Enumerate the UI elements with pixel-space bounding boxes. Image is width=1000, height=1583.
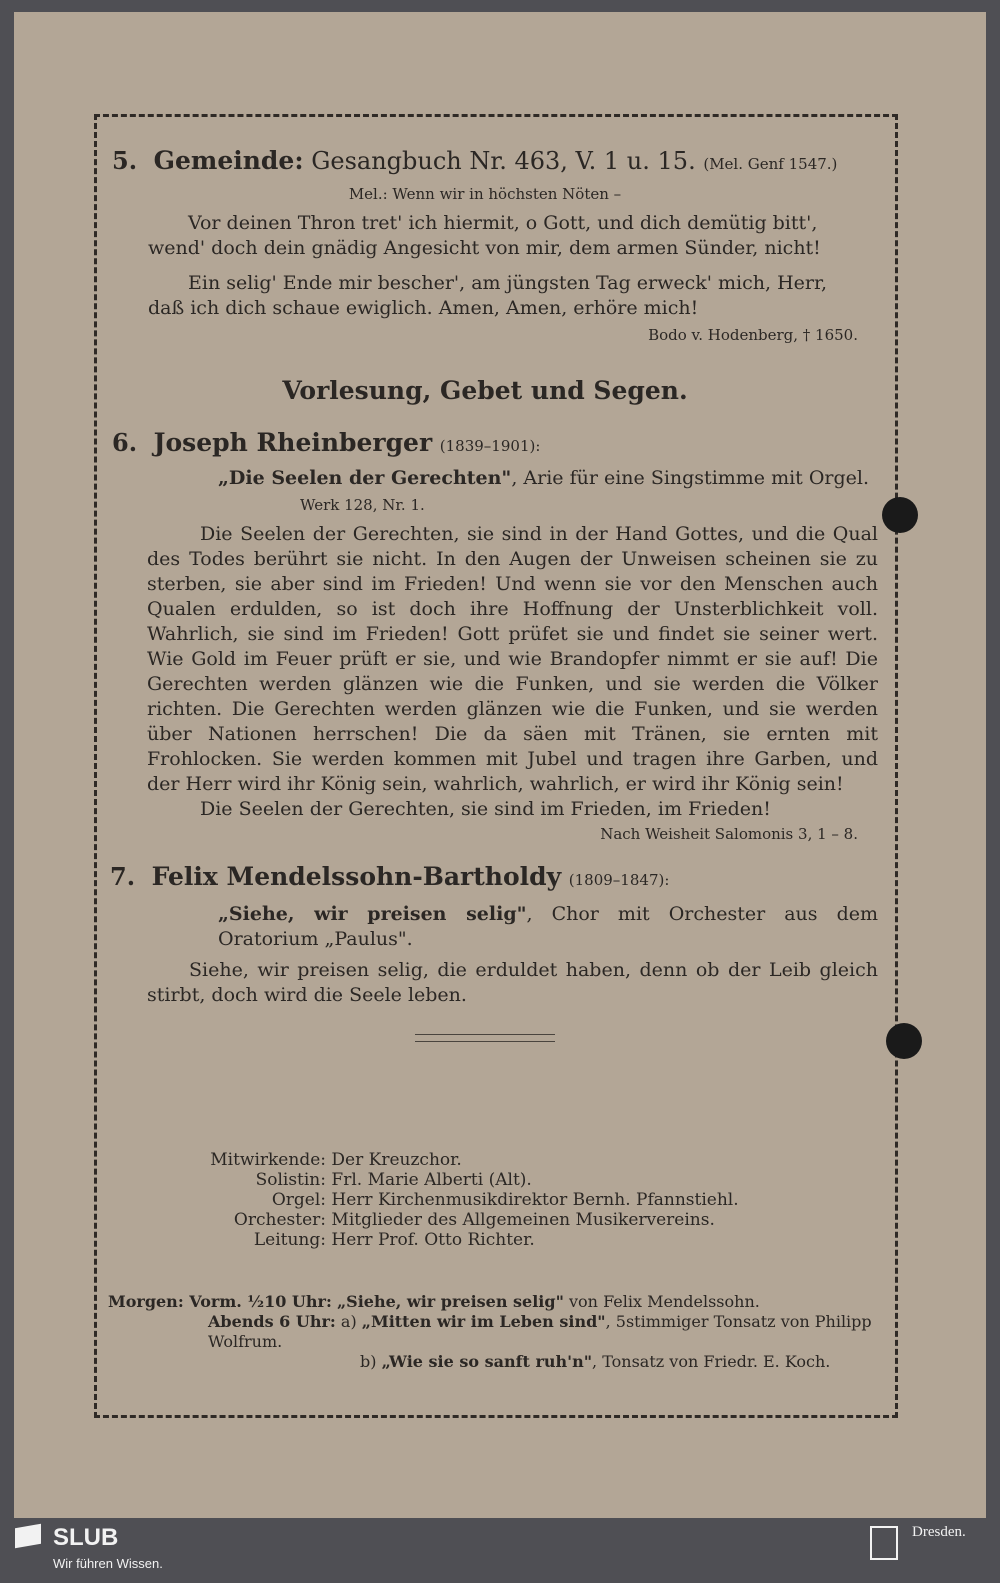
item-7-years: (1809–1847): bbox=[568, 871, 670, 889]
morgen-label: Morgen: Vorm. ½10 Uhr: bbox=[108, 1292, 332, 1311]
item-6-lyrics-last: Die Seelen der Gerechten, sie sind im Frieden, im Frieden! bbox=[200, 798, 771, 820]
item-6-heading: 6. Joseph Rheinberger (1839–1901): bbox=[112, 428, 541, 457]
item-5-author: Bodo v. Hodenberg, † 1650. bbox=[648, 326, 858, 344]
abends-label: Abends 6 Uhr: bbox=[208, 1312, 336, 1331]
verse-2: Ein selig' Ende mir bescher', am jüngsten Tag erweck' mich, Herr, daß ich dich schaue ewiglich. Amen, Amen, erhöre mich! bbox=[148, 272, 828, 319]
participant-row: Orgel: Herr Kirchenmusikdirektor Bernh. Pfannstiehl. bbox=[271, 1190, 739, 1210]
item-6-opus: Werk 128, Nr. 1. bbox=[300, 496, 425, 514]
item-7-composer: Felix Mendelssohn-Bartholdy bbox=[151, 862, 562, 891]
ornamental-divider bbox=[415, 1034, 555, 1042]
participant-row: Orchester: Mitglieder des Allgemeinen Musikervereins. bbox=[233, 1210, 715, 1230]
item-6-piece-desc: , Arie für eine Singstimme mit Orgel. bbox=[511, 467, 870, 489]
verse-1: Vor deinen Thron tret' ich hiermit, o Gott, und dich demütig bitt', wend' doch dein gnädig Angesicht von mir, dem armen Sünder, nicht! bbox=[148, 212, 821, 259]
participant-row: Solistin: Frl. Marie Alberti (Alt). bbox=[255, 1170, 532, 1190]
participant-row: Leitung: Herr Prof. Otto Richter. bbox=[253, 1230, 535, 1250]
punch-hole-top bbox=[882, 497, 918, 533]
item-7-piece bbox=[218, 902, 878, 952]
item-6-composer: Joseph Rheinberger bbox=[153, 428, 433, 457]
morgen-title-1: „Siehe, wir preisen selig" bbox=[336, 1292, 564, 1311]
book-icon bbox=[15, 1524, 41, 1549]
participant-row: Mitwirkende: Der Kreuzchor. bbox=[210, 1150, 462, 1170]
item-6-piece-title: „Die Seelen der Gerechten" bbox=[218, 467, 512, 489]
program-content bbox=[100, 145, 878, 1042]
next-day-notice: Morgen: Vorm. ½10 Uhr: „Siehe, wir preisen selig" von Felix Mendelssohn. Abends 6 Uhr: a) „Mitten wir im Leben sind", 5stimmiger Tonsatz von Philipp Wolfrum. b) „Wie sie so sanft ruh'n", Tonsatz von Friedr. E. Koch. bbox=[108, 1292, 872, 1371]
dresden-crest-icon bbox=[870, 1526, 898, 1560]
punch-hole-bottom bbox=[886, 1023, 922, 1059]
item-7-piece-desc: , Chor mit Orchester aus dem Oratorium „Paulus". bbox=[218, 903, 878, 950]
viewer-footer: SLUB Wir führen Wissen. Dresden. bbox=[0, 1518, 1000, 1583]
dresden-logo[interactable]: Dresden. bbox=[912, 1524, 966, 1540]
item-6-piece bbox=[218, 466, 878, 491]
morgen-title-b: „Wie sie so sanft ruh'n" bbox=[381, 1352, 593, 1371]
item-7-lyrics: Siehe, wir preisen selig, die erduldet haben, denn ob der Leib gleich stirbt, doch wird die Seele leben. bbox=[147, 959, 878, 1006]
item-5-title: Gemeinde: bbox=[153, 146, 304, 175]
reading-heading: Vorlesung, Gebet und Segen. bbox=[282, 376, 688, 405]
morgen-title-a: „Mitten wir im Leben sind" bbox=[361, 1312, 606, 1331]
item-5-hymn-ref: Gesangbuch Nr. 463, V. 1 u. 15. bbox=[311, 147, 696, 175]
participants-list bbox=[188, 1150, 739, 1250]
item-7-heading: 7. Felix Mendelssohn-Bartholdy (1809–1847): bbox=[110, 862, 670, 891]
item-5-melody-note: (Mel. Genf 1547.) bbox=[703, 155, 838, 173]
item-5-heading: 5. Gemeinde: Gesangbuch Nr. 463, V. 1 u. 15. (Mel. Genf 1547.) bbox=[112, 146, 838, 175]
item-7-piece-title: „Siehe, wir preisen selig" bbox=[218, 903, 527, 925]
item-5-melody: Mel.: Wenn wir in höchsten Nöten – bbox=[348, 185, 622, 203]
item-6-years: (1839–1901): bbox=[439, 437, 541, 455]
item-6-lyrics: Die Seelen der Gerechten, sie sind in der Hand Gottes, und die Qual des Todes berührt sie nicht. In den Augen der Unweisen scheinen sie zu sterben, sie aber sind im Frieden! Und wenn sie vor den Menschen auch Qualen erdulden, so ist doch ihre Hoffnung der Unsterblichkeit voll. Wahrlich, sie sind im Frieden! Gott prüfet sie und findet sie seiner wert. Wie Gold im Feuer prüft er sie, und wie Brandopfer nimmt er sie auf! Die Gerechten werden glänzen wie die Funken, und sie werden die Völker richten. Die Gerechten werden glänzen wie die Funken, und sie werden über Nationen herrschen! Die da säen mit Tränen, sie ernten mit Frohlocken. Sie werden kommen mit Jubel und tragen ihre Garben, und der Herr wird ihr König sein, wahrlich, wahrlich, er wird ihr König sein! bbox=[147, 523, 878, 795]
item-6-source: Nach Weisheit Salomonis 3, 1 – 8. bbox=[600, 825, 858, 843]
